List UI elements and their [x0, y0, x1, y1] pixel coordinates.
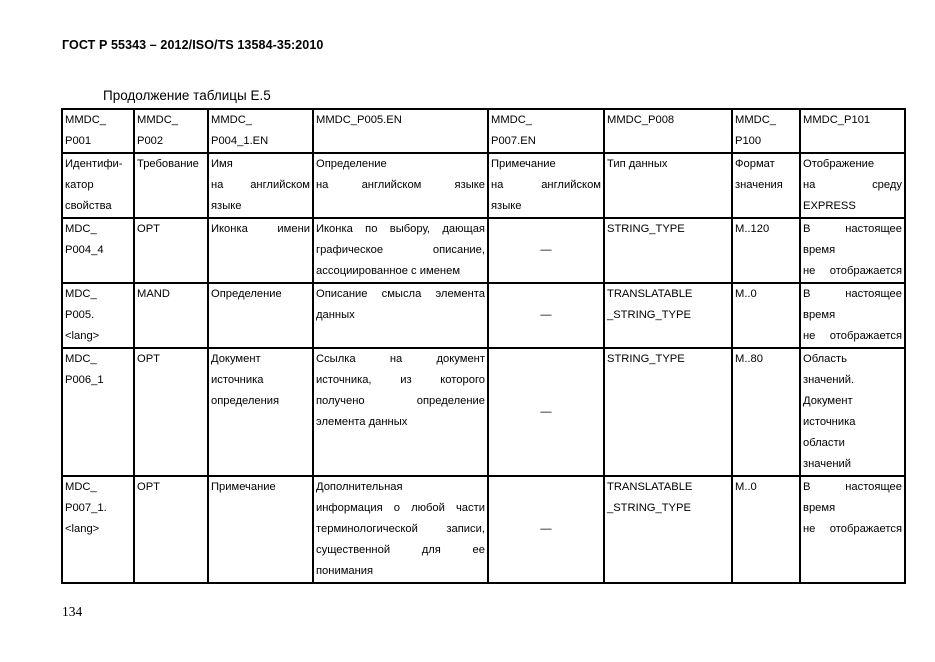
cell-property-id	[62, 476, 134, 583]
cell-text-line: M..80	[735, 353, 763, 365]
cell-text-line: получено определение	[316, 395, 485, 407]
cell-definition-en	[313, 348, 488, 476]
cell-text-line: <lang>	[65, 330, 100, 342]
cell-text-line: OPT	[137, 223, 160, 235]
cell-text-line: M..0	[735, 288, 757, 300]
cell-text-line: Имя	[211, 158, 233, 170]
cell-definition-en	[313, 218, 488, 283]
cell-text-line: Идентифи-	[65, 158, 123, 170]
cell-note-en	[488, 283, 604, 348]
cell-text-line: время	[803, 309, 836, 321]
cell-text-line: Отображение	[803, 158, 875, 170]
cell-text-line: на английском	[211, 179, 310, 191]
cell-text-line: Иконка имени	[211, 223, 310, 235]
cell-text-line: _STRING_TYPE	[607, 502, 691, 514]
cell-text-line: MMDC_	[735, 114, 777, 126]
table-header-row	[62, 153, 905, 218]
cell-note-en	[488, 153, 604, 218]
cell-data-type	[604, 348, 732, 476]
cell-text-line: STRING_TYPE	[607, 223, 685, 235]
cell-text-line: языке	[211, 200, 242, 212]
cell-text-line: OPT	[137, 481, 160, 493]
cell-value-format	[732, 348, 800, 476]
cell-text-line: В настоящее	[803, 481, 902, 493]
cell-note-en	[488, 109, 604, 153]
cell-text-line: Ссылка на документ	[316, 353, 485, 365]
cell-text-line: OPT	[137, 353, 160, 365]
cell-name-en	[208, 476, 313, 583]
specification-table	[61, 108, 906, 584]
cell-name-en	[208, 348, 313, 476]
cell-text-line: —	[540, 523, 552, 535]
cell-value-format	[732, 109, 800, 153]
cell-text-line: M..0	[735, 481, 757, 493]
cell-data-type	[604, 109, 732, 153]
cell-text-line: графическое описание,	[316, 244, 485, 256]
cell-text-line: не отображается	[803, 330, 902, 342]
table-body	[62, 109, 905, 583]
cell-data-type	[604, 153, 732, 218]
cell-name-en	[208, 283, 313, 348]
cell-text-line: MMDC_	[211, 114, 253, 126]
cell-text-line: P001	[65, 135, 92, 147]
cell-text-line: языке	[491, 200, 522, 212]
cell-text-line: катор	[65, 179, 94, 191]
cell-text-line: STRING_TYPE	[607, 353, 685, 365]
cell-express-mapping	[800, 153, 905, 218]
cell-text-line: Документ	[803, 395, 853, 407]
cell-text-line: терминологической записи,	[316, 523, 485, 535]
cell-text-line: P004_1.EN	[211, 135, 269, 147]
cell-text-line: Требование	[137, 158, 199, 170]
cell-text-line: MMDC_	[491, 114, 533, 126]
cell-requirement	[134, 109, 208, 153]
cell-text-line: _STRING_TYPE	[607, 309, 691, 321]
cell-property-id	[62, 283, 134, 348]
cell-text-line: MDC_	[65, 481, 97, 493]
cell-text-line: MMDC_P008	[607, 114, 675, 126]
cell-text-line: источника	[803, 416, 856, 428]
cell-text-line: P100	[735, 135, 762, 147]
cell-name-en	[208, 218, 313, 283]
cell-text-line: не отображается	[803, 523, 902, 535]
cell-text-line: Формат	[735, 158, 775, 170]
table-row	[62, 348, 905, 476]
cell-text-line: на английском языке	[316, 179, 485, 191]
cell-text-line: значений	[803, 458, 852, 470]
cell-definition-en	[313, 153, 488, 218]
cell-text-line: —	[540, 244, 552, 256]
cell-value-format	[732, 218, 800, 283]
cell-text-line: информация о любой части	[316, 502, 485, 514]
cell-text-line: Определение	[316, 158, 387, 170]
cell-data-type	[604, 218, 732, 283]
cell-text-line: MMDC_	[65, 114, 107, 126]
table-row	[62, 476, 905, 583]
cell-text-line: В настоящее	[803, 288, 902, 300]
cell-text-line: —	[540, 405, 552, 418]
cell-text-line: Тип данных	[607, 158, 668, 170]
cell-text-line: элемента данных	[316, 416, 408, 428]
cell-text-line: MDC_	[65, 353, 97, 365]
cell-text-line: MMDC_	[137, 114, 179, 126]
cell-text-line: Иконка по выбору, дающая	[316, 223, 485, 235]
cell-text-line: Примечание	[211, 481, 276, 493]
cell-text-line: на английском	[491, 179, 601, 191]
cell-text-line: свойства	[65, 200, 112, 212]
cell-text-line: P006_1	[65, 374, 104, 386]
cell-name-en	[208, 153, 313, 218]
cell-definition-en	[313, 109, 488, 153]
cell-text-line: TRANSLATABLE	[607, 481, 693, 493]
cell-property-id	[62, 218, 134, 283]
cell-requirement	[134, 218, 208, 283]
cell-text-line: MMDC_P005.EN	[316, 114, 402, 126]
cell-property-id	[62, 348, 134, 476]
cell-text-line: —	[540, 309, 552, 321]
cell-text-line: Описание смысла элемента	[316, 288, 485, 300]
cell-requirement	[134, 283, 208, 348]
cell-value-format	[732, 153, 800, 218]
cell-name-en	[208, 109, 313, 153]
cell-express-mapping	[800, 348, 905, 476]
cell-definition-en	[313, 476, 488, 583]
cell-text-line: области	[803, 437, 845, 449]
cell-text-line: Документ	[211, 353, 261, 365]
cell-text-line: M..120	[735, 223, 770, 235]
cell-text-line: на среду	[803, 179, 902, 191]
cell-text-line: Область	[803, 353, 847, 365]
cell-text-line: <lang>	[65, 523, 100, 535]
cell-property-id	[62, 153, 134, 218]
table-header-row	[62, 109, 905, 153]
cell-data-type	[604, 476, 732, 583]
cell-note-en	[488, 476, 604, 583]
cell-requirement	[134, 476, 208, 583]
cell-text-line: Дополнительная	[316, 481, 403, 493]
cell-text-line: источника, из которого	[316, 374, 485, 386]
cell-note-en	[488, 218, 604, 283]
cell-text-line: источника	[211, 374, 264, 386]
cell-text-line: значений.	[803, 374, 855, 386]
table-row	[62, 283, 905, 348]
cell-text-line: значения	[735, 179, 783, 191]
cell-text-line: определения	[211, 395, 280, 407]
table-row	[62, 218, 905, 283]
cell-note-en	[488, 348, 604, 476]
cell-requirement	[134, 348, 208, 476]
cell-text-line: MAND	[137, 288, 170, 300]
cell-text-line: P002	[137, 135, 164, 147]
cell-text-line: Примечание	[491, 158, 556, 170]
cell-text-line: MDC_	[65, 223, 97, 235]
cell-definition-en	[313, 283, 488, 348]
cell-text-line: существенной для ее	[316, 544, 485, 556]
cell-text-line: данных	[316, 309, 355, 321]
cell-text-line: понимания	[316, 565, 374, 577]
cell-text-line: P007_1.	[65, 502, 107, 514]
standard-header: ГОСТ Р 55343 – 2012/ISO/TS 13584-35:2010	[62, 38, 324, 52]
cell-text-line: MMDC_P101	[803, 114, 871, 126]
cell-text-line: EXPRESS	[803, 200, 856, 212]
cell-value-format	[732, 476, 800, 583]
cell-text-line: время	[803, 244, 836, 256]
cell-express-mapping	[800, 283, 905, 348]
cell-value-format	[732, 283, 800, 348]
table-caption: Продолжение таблицы Е.5	[103, 88, 271, 103]
cell-text-line: В настоящее	[803, 223, 902, 235]
cell-text-line: P005.	[65, 309, 95, 321]
cell-requirement	[134, 153, 208, 218]
cell-data-type	[604, 283, 732, 348]
page-number: 134	[62, 604, 83, 619]
cell-express-mapping	[800, 218, 905, 283]
cell-express-mapping	[800, 109, 905, 153]
cell-property-id	[62, 109, 134, 153]
cell-text-line: ассоциированное с именем	[316, 265, 461, 277]
cell-text-line: P004_4	[65, 244, 104, 256]
cell-text-line: TRANSLATABLE	[607, 288, 693, 300]
cell-express-mapping	[800, 476, 905, 583]
cell-text-line: Определение	[211, 288, 282, 300]
cell-text-line: MDC_	[65, 288, 97, 300]
cell-text-line: P007.EN	[491, 135, 536, 147]
cell-text-line: не отображается	[803, 265, 902, 277]
cell-text-line: время	[803, 502, 836, 514]
